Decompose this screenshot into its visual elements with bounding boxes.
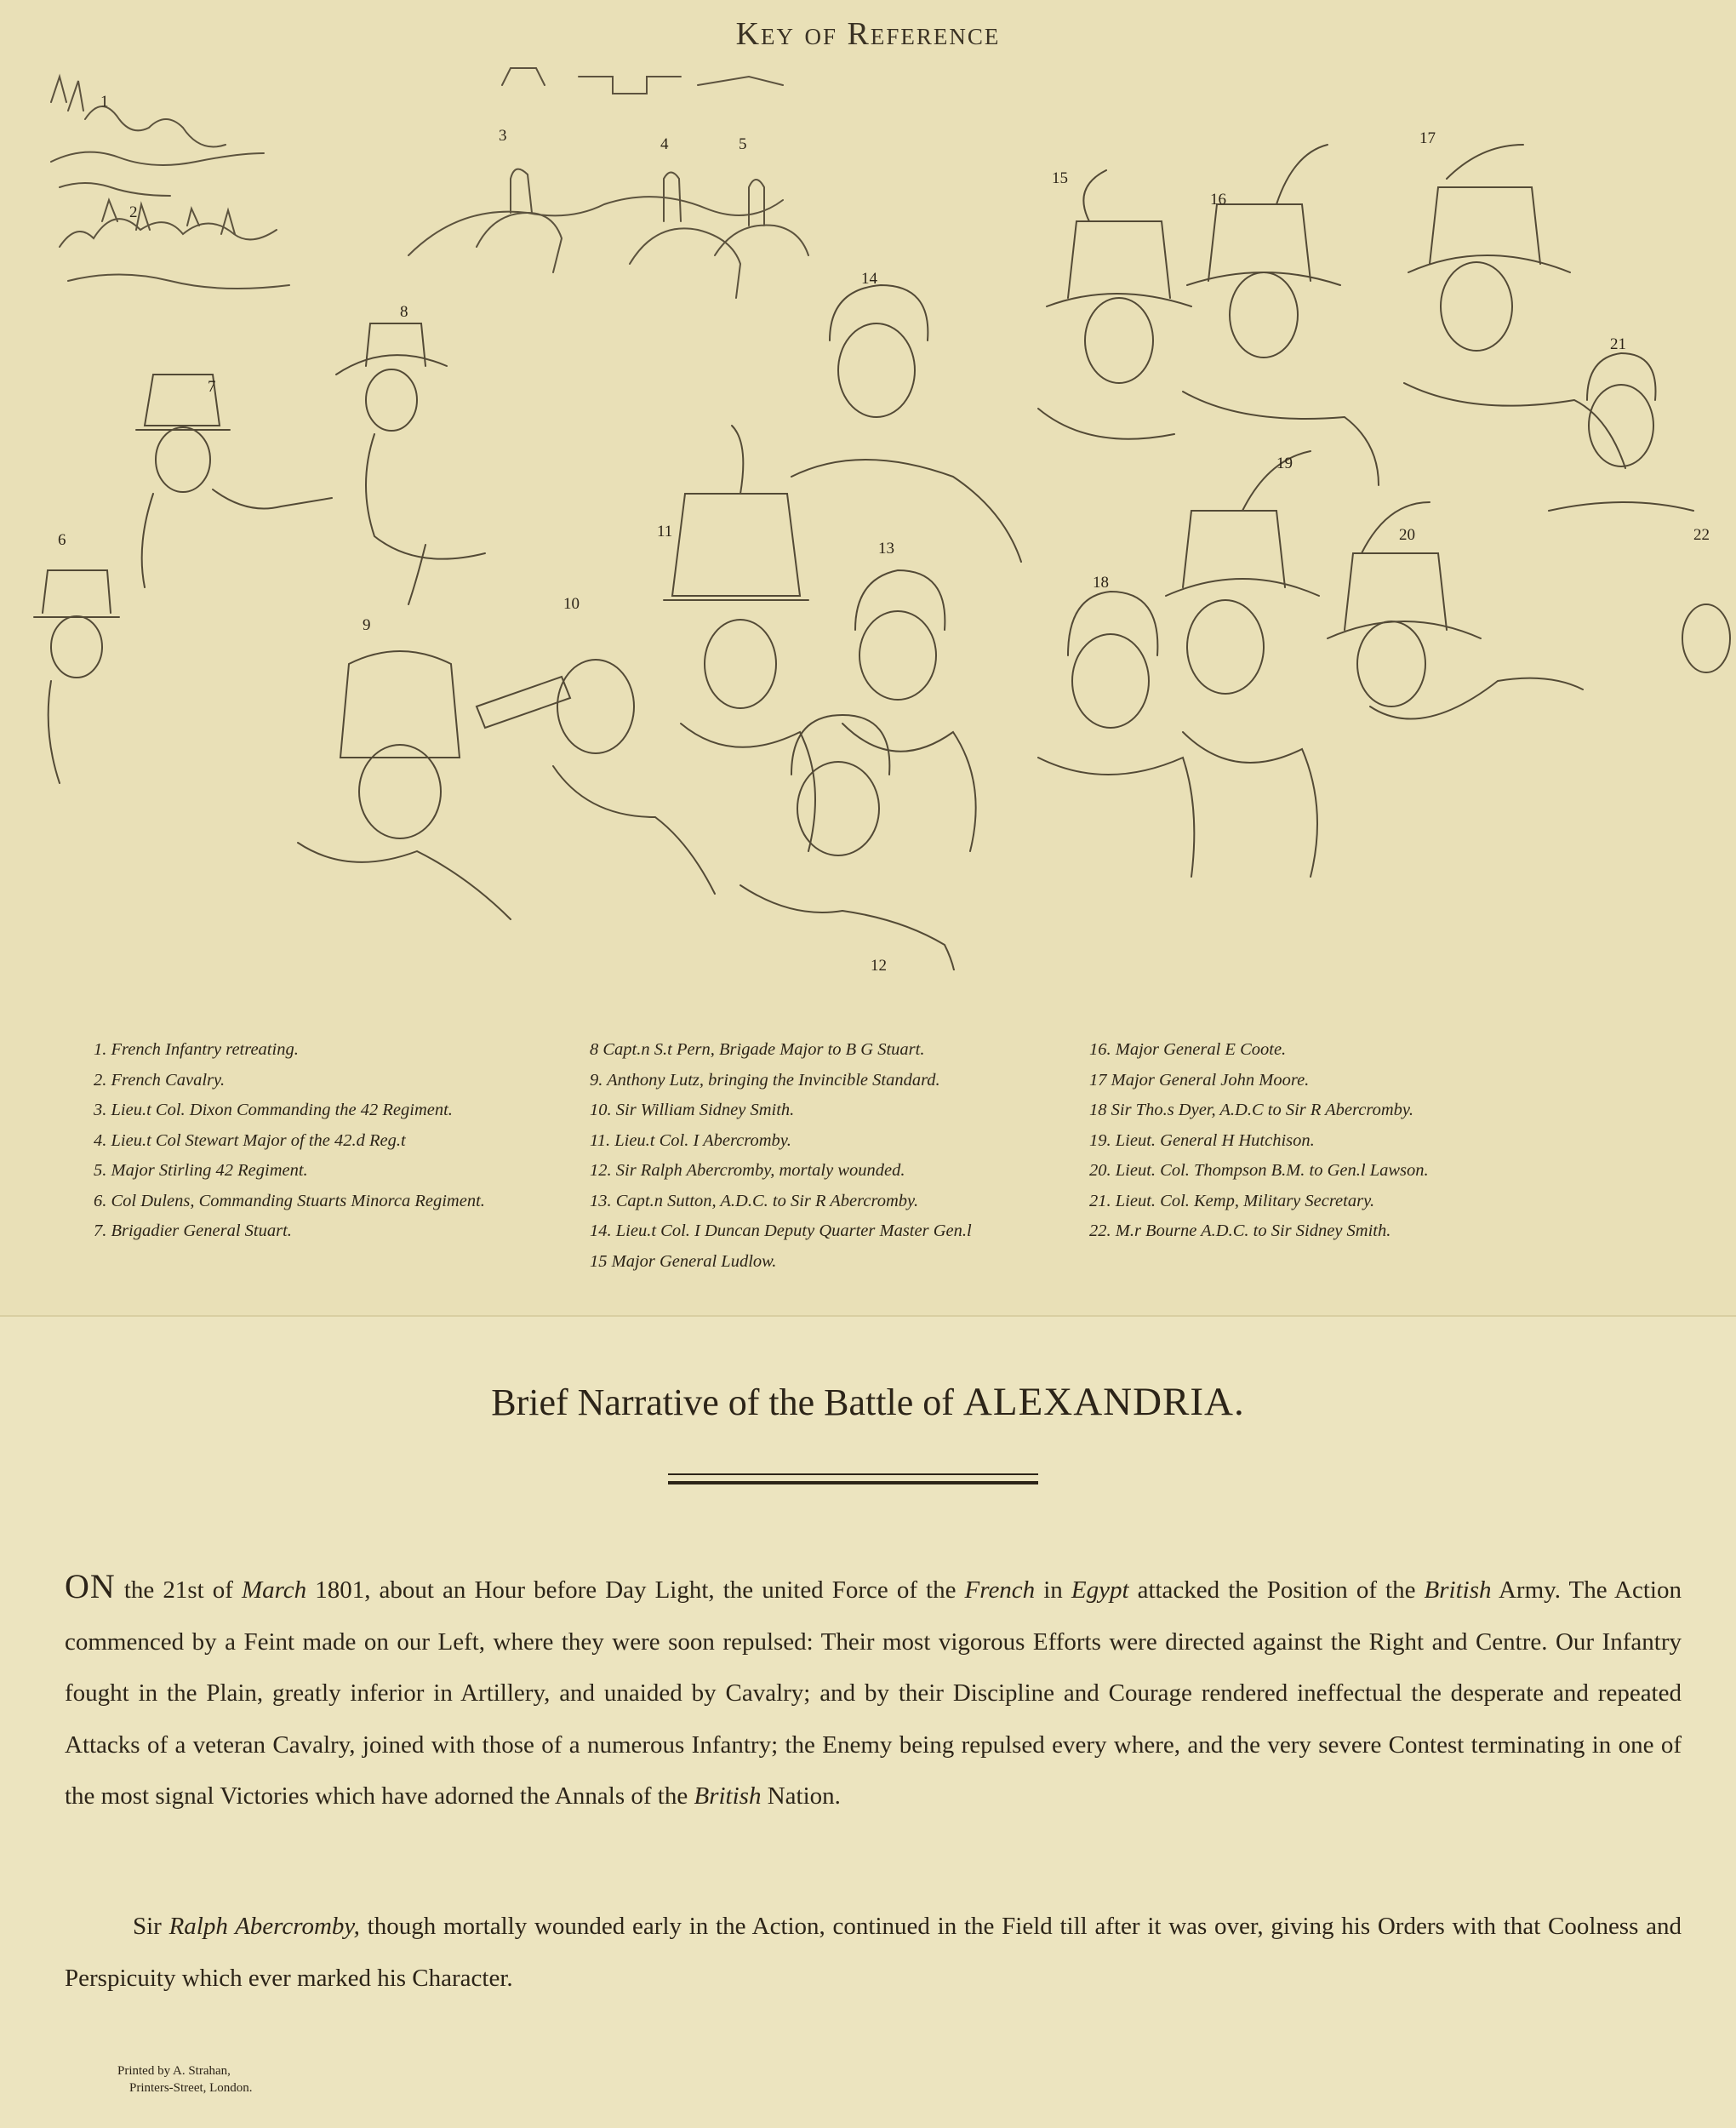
- key-entry: 3. Lieu.t Col. Dixon Commanding the 42 Regiment.: [94, 1101, 453, 1119]
- figure-number: 22: [1693, 526, 1710, 544]
- key-entry: 9. Anthony Lutz, bringing the Invincible Standard.: [590, 1070, 940, 1090]
- key-entry: 7. Brigadier General Stuart.: [94, 1221, 292, 1240]
- key-entry: 12. Sir Ralph Abercromby, mortaly wounded.: [590, 1161, 905, 1180]
- title-rule-thick: [668, 1481, 1038, 1484]
- figure-number: 6: [58, 531, 66, 549]
- key-entry: 20. Lieut. Col. Thompson B.M. to Gen.l Lawson.: [1089, 1161, 1429, 1180]
- figure-number: 4: [660, 135, 669, 153]
- key-entry: 6. Col Dulens, Commanding Stuarts Minorca Regiment.: [94, 1191, 485, 1210]
- italic-run: British: [1424, 1576, 1492, 1604]
- key-column-2: [590, 1035, 972, 1277]
- text-run: though mortally wounded early in the Action, continued in the Field till after it was over, giving his Orders with that Coolness and Perspicuity which ever marked his Character.: [65, 1913, 1682, 1992]
- italic-run: British: [694, 1782, 762, 1810]
- key-entry: 16. Major General E Coote.: [1089, 1040, 1287, 1059]
- figure-number: 2: [129, 203, 138, 221]
- key-entry: 2. French Cavalry.: [94, 1070, 226, 1090]
- figure-number: 11: [657, 523, 673, 541]
- narrative-title-text: Brief Narrative of the Battle of: [491, 1381, 954, 1423]
- key-entry: 19. Lieut. General H Hutchison.: [1089, 1130, 1315, 1150]
- engraving-illustration: [0, 51, 1736, 970]
- imprint-line-2: Printers-Street, London.: [129, 2081, 253, 2095]
- figure-number: 5: [739, 135, 747, 153]
- drop-cap: ON: [65, 1567, 116, 1605]
- narrative-paragraph-1: [65, 1561, 1682, 1822]
- text-run: attacked the Position of the: [1128, 1576, 1425, 1604]
- italic-run: French: [964, 1576, 1036, 1604]
- figure-number: 7: [208, 378, 216, 396]
- figure-number: 3: [499, 127, 507, 145]
- figure-number: 12: [871, 957, 887, 970]
- key-entry: 17 Major General John Moore.: [1089, 1070, 1310, 1090]
- figure-number: 21: [1610, 335, 1626, 353]
- key-entry: 4. Lieu.t Col Stewart Major of the 42.d Reg.t: [94, 1130, 406, 1150]
- figure-number: 17: [1419, 129, 1436, 147]
- italic-run: Egypt: [1071, 1576, 1129, 1604]
- key-entry: 1. French Infantry retreating.: [94, 1040, 299, 1059]
- key-entry: 18 Sir Tho.s Dyer, A.D.C to Sir R Abercromby.: [1089, 1101, 1413, 1119]
- text-run: Nation.: [761, 1782, 841, 1810]
- narrative-title-place: ALEXANDRIA.: [962, 1380, 1245, 1424]
- italic-run: March: [241, 1576, 307, 1604]
- printer-imprint: [117, 2062, 253, 2097]
- key-entry: 14. Lieu.t Col. I Duncan Deputy Quarter Master Gen.l: [590, 1221, 972, 1240]
- key-column-3: [1089, 1035, 1429, 1247]
- narrative-title: [0, 1379, 1736, 1425]
- key-title: Key of Reference: [735, 16, 1001, 52]
- figure-number: 19: [1276, 455, 1293, 472]
- figure-number: 16: [1210, 191, 1226, 209]
- figure-number: 1: [100, 93, 109, 111]
- text-run: the 21st of: [115, 1576, 242, 1604]
- figure-number: 8: [400, 303, 408, 321]
- text-run: Sir: [133, 1913, 169, 1940]
- figure-number: 20: [1399, 526, 1415, 544]
- key-entry: 5. Major Stirling 42 Regiment.: [94, 1161, 308, 1180]
- key-entry: 11. Lieu.t Col. I Abercromby.: [590, 1130, 791, 1150]
- figure-numbers: [58, 93, 1710, 970]
- key-entry: 21. Lieut. Col. Kemp, Military Secretary.: [1089, 1191, 1375, 1210]
- figure-number: 14: [861, 270, 877, 288]
- key-entry: 8 Capt.n S.t Pern, Brigade Major to B G Stuart.: [590, 1040, 925, 1059]
- key-entry: 13. Capt.n Sutton, A.D.C. to Sir R Abercromby.: [590, 1191, 919, 1210]
- text-run: in: [1035, 1576, 1071, 1604]
- text-run: Army. The Action commenced by a Feint made on our Left, where they were soon repulsed: Their most vigorous Efforts were directed against the Right and Centre. Our Infantry fought in the Plain, greatly inferior in Artillery, and unaided by Cavalry; and by their Discipline and Courage rendered ineffectual the desperate and repeated Attacks of a veteran Cavalry, joined with those of a numerous Infantry; the Enemy being repulsed every where, and the very severe Contest terminating in one of the most signal Victories which have adorned the Annals of the: [65, 1576, 1682, 1810]
- text-run: 1801, about an Hour before Day Light, the united Force of the: [306, 1576, 965, 1604]
- key-entry: 15 Major General Ludlow.: [590, 1251, 777, 1271]
- key-entry: 10. Sir William Sidney Smith.: [590, 1101, 795, 1119]
- narrative-paragraph-2: [65, 1901, 1682, 2004]
- cavalry-scene: [408, 68, 808, 298]
- figure-number: 13: [878, 540, 894, 558]
- figure-number: 10: [563, 595, 580, 613]
- key-entry: 22. M.r Bourne A.D.C. to Sir Sidney Smith.: [1089, 1221, 1391, 1240]
- figure-number: 9: [363, 616, 371, 634]
- imprint-line-1: Printed by A. Strahan,: [117, 2064, 231, 2078]
- figure-number: 18: [1093, 574, 1109, 592]
- italic-run: Ralph Abercromby,: [168, 1913, 360, 1940]
- portrait-group: [34, 145, 1730, 970]
- key-column-1: [94, 1035, 485, 1247]
- title-rule-thin: [668, 1473, 1038, 1475]
- battle-scene-left: [51, 77, 289, 289]
- figure-number: 15: [1052, 169, 1068, 187]
